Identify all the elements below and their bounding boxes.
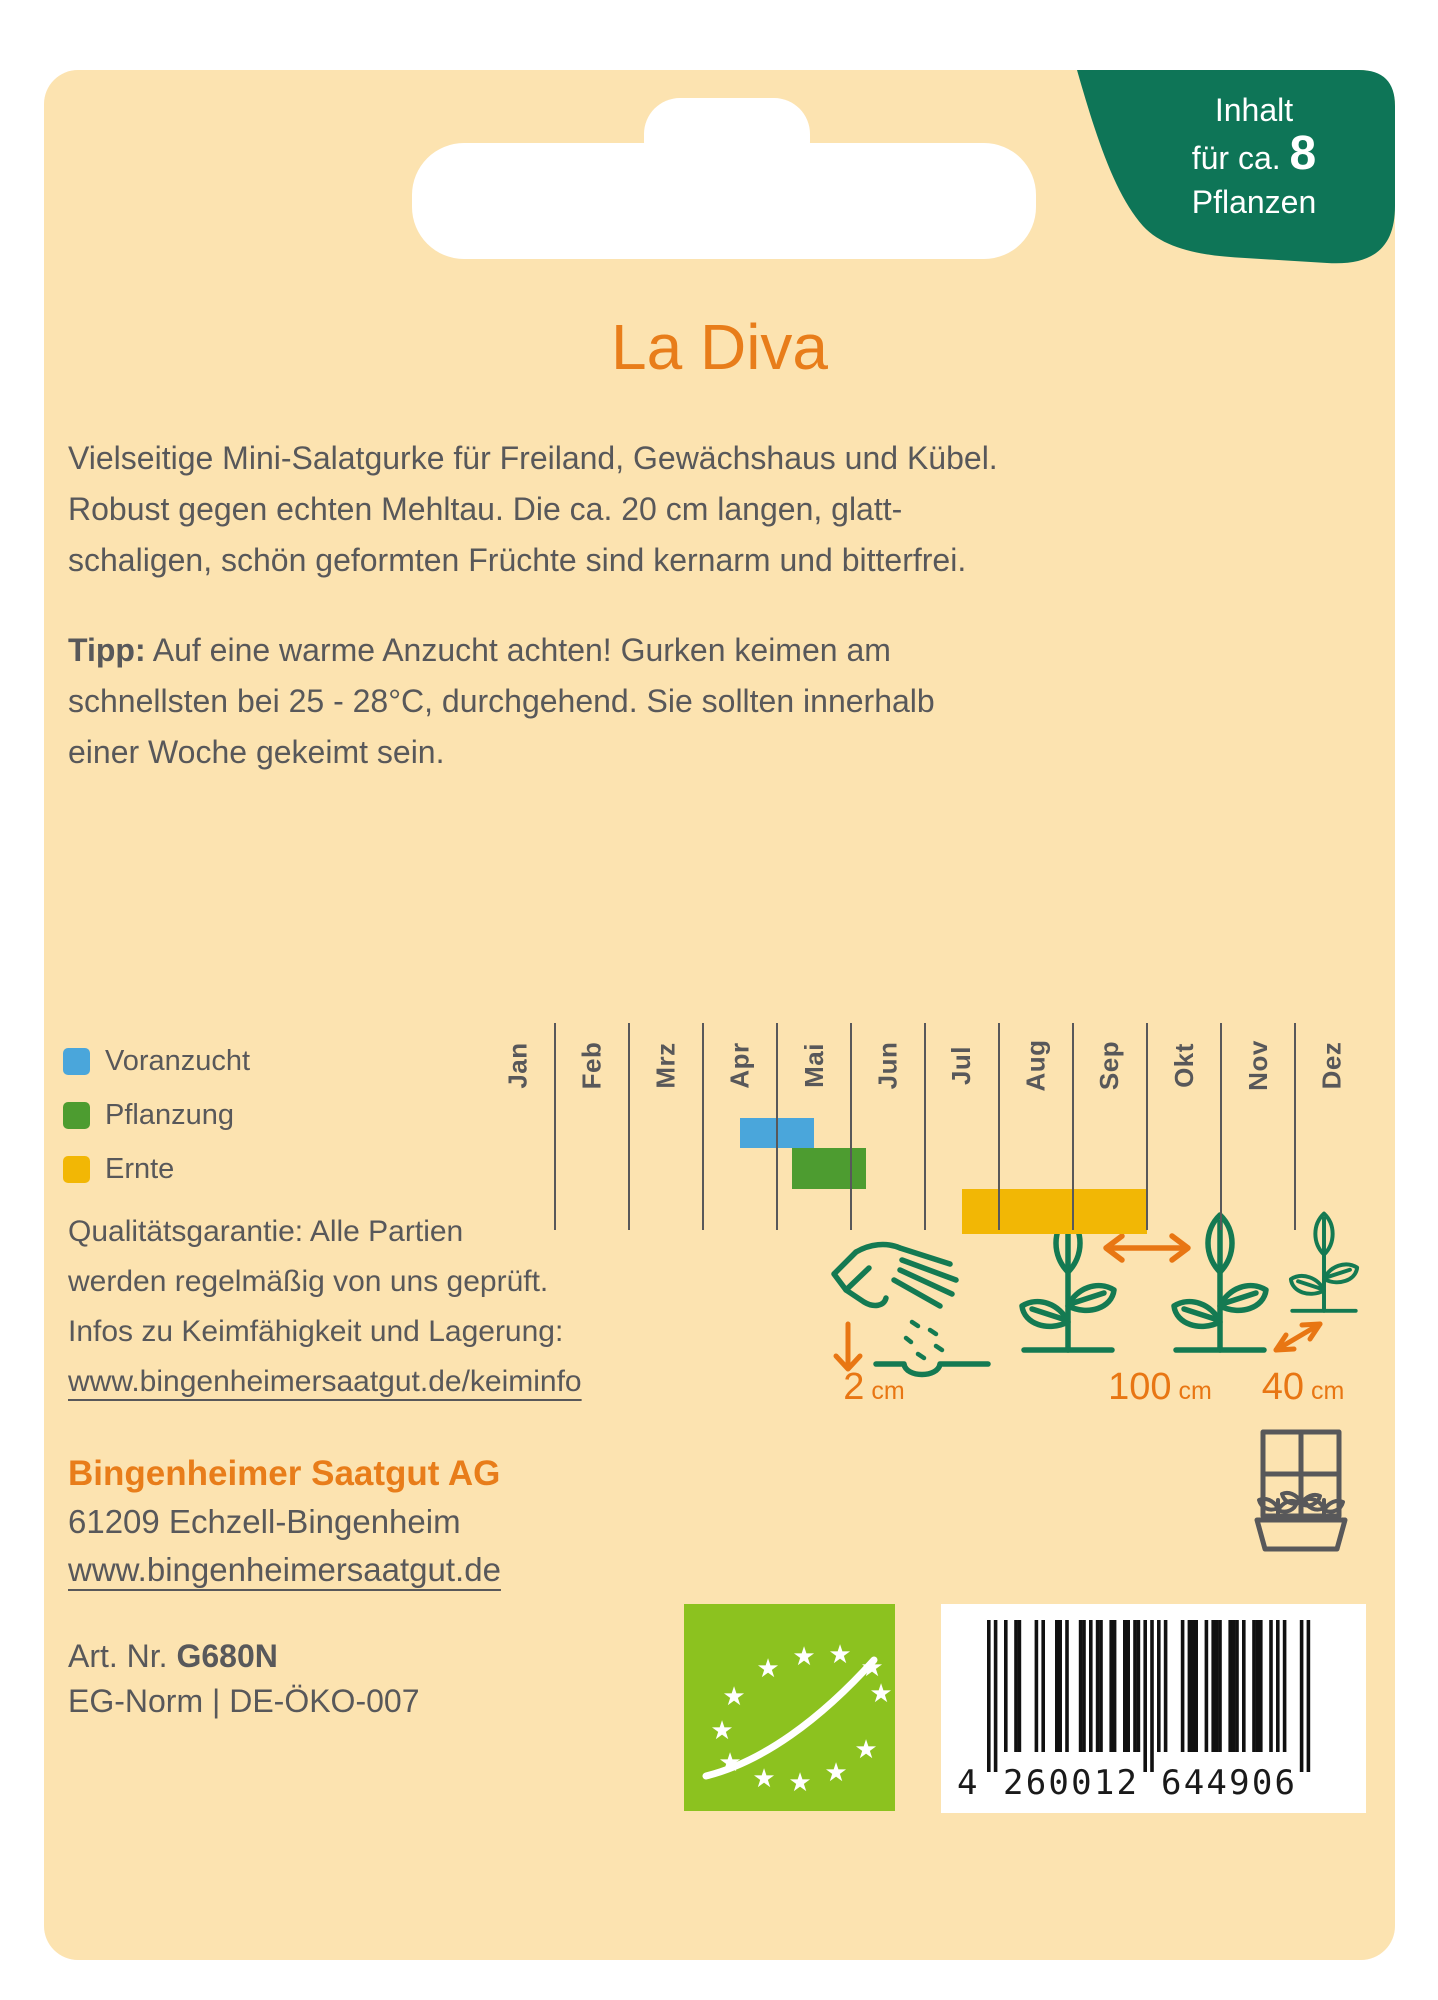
svg-text:★: ★: [756, 1654, 780, 1684]
tip-line: schnellsten bei 25 - 28°C, durchgehend. Sie sollten innerhalb: [68, 683, 935, 719]
plant-spacing-arrow-icon: [1276, 1324, 1320, 1350]
germination-info-url: www.bingenheimersaatgut.de/keiminfo: [68, 1365, 582, 1398]
article-number-line: Art. Nr. G680N: [68, 1638, 278, 1674]
calendar-month-feb: Feb: [576, 1041, 607, 1089]
calendar-month-jul: Jul: [946, 1045, 977, 1085]
calendar-month-dez: Dez: [1316, 1041, 1347, 1089]
plant-icon: [1174, 1215, 1266, 1350]
tip-label: Tipp:: [68, 632, 146, 668]
description: [68, 433, 998, 586]
legend-item-ernte: [63, 1153, 250, 1186]
svg-text:★: ★: [824, 1758, 848, 1788]
legend-item-voranzucht: [63, 1045, 250, 1078]
barcode-svg: [941, 1604, 1366, 1813]
calendar-month-mai: Mai: [798, 1042, 829, 1088]
calendar-divider: [1220, 1023, 1222, 1230]
svg-text:★: ★: [828, 1640, 852, 1670]
calendar-divider: [998, 1023, 1000, 1230]
row-spacing-arrow-icon: [1106, 1236, 1188, 1260]
article-block: [68, 1634, 419, 1724]
quality-line: Qualitätsgarantie: Alle Partien: [68, 1215, 464, 1248]
company-name: Bingenheimer Saatgut AG: [68, 1454, 501, 1493]
svg-text:★: ★: [792, 1642, 816, 1672]
svg-text:★: ★: [710, 1716, 734, 1746]
plant-icon-small: [1291, 1214, 1357, 1311]
legend-label: Pflanzung: [105, 1099, 234, 1131]
calendar-divider: [1294, 1023, 1296, 1230]
calendar-divider: [776, 1023, 778, 1230]
calendar-month-aug: Aug: [1020, 1038, 1051, 1092]
calendar-divider: [924, 1023, 926, 1230]
row-spacing-label: [1060, 1366, 1260, 1409]
description-line: schaligen, schön geformten Früchte sind kernarm und bitterfrei.: [68, 542, 967, 578]
plant-icon: [1022, 1215, 1114, 1350]
company-block: [68, 1450, 501, 1594]
tip-line: einer Woche gekeimt sein.: [68, 734, 445, 770]
calendar-month-okt: Okt: [1168, 1042, 1199, 1088]
tip-line: Tipp: Auf eine warme Anzucht achten! Gurken keimen am: [68, 632, 891, 668]
legend-label: Ernte: [105, 1153, 175, 1185]
content-badge: [1144, 88, 1364, 224]
plant-spacing-label: [1233, 1366, 1373, 1409]
quality-line: werden regelmäßig von uns geprüft.: [68, 1265, 549, 1298]
variety-title: La Diva: [611, 311, 828, 383]
calendar-bar-ernte: [962, 1189, 1147, 1234]
legend-swatch: [63, 1102, 90, 1129]
svg-text:★: ★: [722, 1682, 746, 1712]
seed-packet-back: [44, 70, 1395, 1960]
calendar-month-jan: Jan: [502, 1041, 533, 1089]
sowing-depth-value: 2: [843, 1366, 865, 1408]
row-spacing-unit: cm: [1178, 1377, 1212, 1405]
badge-line2: für ca. 8: [1191, 127, 1317, 180]
calendar-month-jun: Jun: [872, 1041, 903, 1089]
barcode-digits-right: 644906: [1161, 1763, 1295, 1803]
barcode-digits-left: 260012: [1003, 1763, 1137, 1803]
quality-line: Infos zu Keimfähigkeit und Lagerung:: [68, 1315, 564, 1348]
description-line: Vielseitige Mini-Salatgurke für Freiland, Gewächshaus und Kübel.: [68, 440, 998, 476]
svg-text:★: ★: [854, 1735, 878, 1765]
tip: [68, 625, 935, 778]
calendar-divider: [1072, 1023, 1074, 1230]
calendar-legend: [63, 1045, 250, 1186]
legend-swatch: [63, 1048, 90, 1075]
barcode-digit-first: 4: [957, 1763, 978, 1803]
calendar-divider: [554, 1023, 556, 1230]
depth-arrow-icon: [836, 1324, 860, 1369]
calendar-divider: [702, 1023, 704, 1230]
calendar-bar-pflanzung: [792, 1148, 866, 1189]
legend-item-pflanzung: [63, 1099, 250, 1132]
eg-norm-line: EG-Norm | DE-ÖKO-007: [68, 1683, 420, 1719]
calendar-month-nov: Nov: [1242, 1039, 1273, 1091]
plant-spacing-unit: cm: [1310, 1377, 1345, 1405]
plant-spacing-value: 40: [1261, 1366, 1304, 1408]
legend-swatch: [63, 1156, 90, 1183]
barcode: [941, 1604, 1366, 1813]
description-line: Robust gegen echten Mehltau. Die ca. 20 cm langen, glatt-: [68, 491, 903, 527]
badge-line1: Inhalt: [1214, 92, 1294, 128]
svg-text:★: ★: [860, 1653, 884, 1683]
sowing-depth-unit: cm: [871, 1377, 905, 1405]
calendar-divider: [1146, 1023, 1148, 1230]
plant-count: 8: [1289, 127, 1317, 180]
calendar-month-mrz: Mrz: [650, 1041, 681, 1089]
hang-slot: [412, 143, 1036, 259]
legend-label: Voranzucht: [105, 1045, 251, 1077]
svg-text:★: ★: [752, 1764, 776, 1794]
quality-guarantee: [68, 1207, 582, 1407]
row-spacing-value: 100: [1108, 1366, 1172, 1408]
sowing-depth-label: [814, 1366, 934, 1409]
calendar-month-sep: Sep: [1094, 1040, 1125, 1090]
company-city: 61209 Echzell-Bingenheim: [68, 1503, 461, 1540]
calendar-month-apr: Apr: [724, 1041, 755, 1089]
calendar-divider: [850, 1023, 852, 1230]
svg-text:★: ★: [788, 1768, 812, 1798]
badge-line3: Pflanzen: [1191, 184, 1317, 220]
window-box-icon: [1249, 1428, 1354, 1553]
article-number: G680N: [176, 1638, 278, 1674]
calendar-divider: [628, 1023, 630, 1230]
company-website: www.bingenheimersaatgut.de: [68, 1551, 501, 1588]
eu-organic-logo: [684, 1604, 895, 1811]
svg-text:★: ★: [718, 1748, 742, 1778]
svg-text:★: ★: [869, 1679, 893, 1709]
